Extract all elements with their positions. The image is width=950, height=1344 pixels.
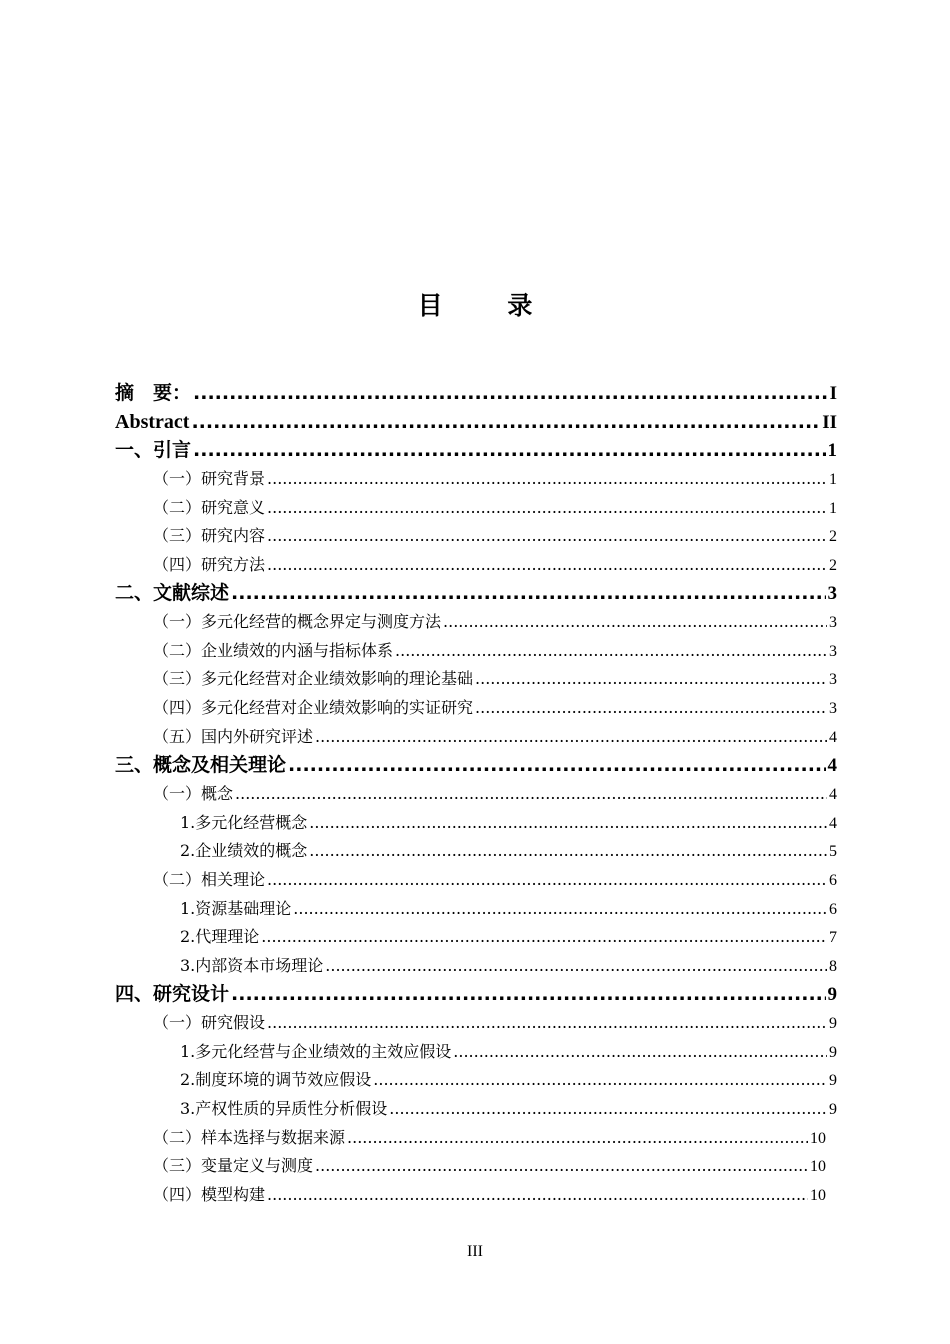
toc-entry-label: （二）样本选择与数据来源 — [153, 1127, 346, 1147]
toc-entry[interactable] — [115, 895, 837, 924]
toc-entry-page: 3 — [829, 642, 837, 660]
toc-entry[interactable] — [115, 1066, 837, 1095]
toc-leader-dots — [325, 952, 827, 981]
toc-entry-label: （五）国内外研究评述 — [153, 726, 314, 746]
toc-entry-page: 3 — [829, 614, 837, 632]
toc-entry-page: 5 — [829, 843, 837, 861]
toc-entry-page: 9 — [827, 984, 837, 1006]
toc-leader-dots — [395, 637, 827, 666]
toc-entry-page: 10 — [810, 1186, 826, 1204]
toc-entry-label: （二）研究意义 — [153, 497, 266, 517]
toc-leader-dots — [231, 980, 825, 1009]
toc-entry[interactable] — [115, 780, 837, 809]
toc-entry[interactable] — [115, 809, 837, 838]
toc-leader-dots — [267, 866, 827, 895]
toc-entry-label: 1.多元化经营概念 — [180, 812, 308, 832]
toc-entry-label: （一）研究背景 — [153, 468, 266, 488]
toc-entry[interactable] — [115, 1095, 837, 1124]
toc-entry-label: （三）多元化经营对企业绩效影响的理论基础 — [153, 669, 474, 689]
toc-leader-dots — [475, 665, 827, 694]
toc-entry-page: 6 — [829, 871, 837, 889]
toc-entry[interactable] — [115, 465, 837, 494]
toc-entry-page: 9 — [829, 1043, 837, 1061]
toc-leader-dots — [267, 465, 827, 494]
toc-entry[interactable] — [115, 866, 837, 895]
toc-leader-dots — [309, 837, 827, 866]
toc-entry[interactable] — [115, 923, 837, 952]
toc-entry-label: Abstract — [115, 410, 190, 433]
toc-entry[interactable] — [115, 694, 837, 723]
toc-entry-label: （三）研究内容 — [153, 526, 266, 546]
toc-leader-dots — [475, 694, 827, 723]
toc-entry[interactable] — [115, 637, 837, 666]
toc-entry-page: 7 — [829, 929, 837, 947]
toc-entry-label: 三、概念及相关理论 — [115, 754, 287, 777]
toc-leader-dots — [373, 1066, 827, 1095]
toc-leader-dots — [288, 751, 825, 780]
toc-entry-page: 3 — [829, 671, 837, 689]
toc-entry-page: 4 — [827, 755, 837, 777]
toc-entry-label: 1.资源基础理论 — [180, 898, 292, 918]
toc-entry[interactable] — [115, 1038, 837, 1067]
toc-entry[interactable] — [115, 1124, 826, 1153]
toc-entry-page: 4 — [829, 728, 837, 746]
toc-entry-page: 9 — [829, 1101, 837, 1119]
toc-leader-dots — [193, 436, 825, 465]
toc-entry[interactable] — [115, 1009, 837, 1038]
toc-entry-label: 一、引言 — [115, 439, 192, 462]
toc-entry-page: 9 — [829, 1015, 837, 1033]
toc-entry-label: （四）研究方法 — [153, 554, 266, 574]
toc-entry[interactable] — [115, 1181, 826, 1210]
toc-entry[interactable] — [115, 579, 837, 608]
toc-entry[interactable] — [115, 665, 837, 694]
toc-entry-label: 2.代理理论 — [180, 927, 260, 947]
toc-entry-page: 3 — [829, 700, 837, 718]
toc-entry-page: 9 — [829, 1072, 837, 1090]
page-number: III — [467, 1243, 483, 1260]
toc-leader-dots — [293, 895, 827, 924]
toc-entry[interactable] — [115, 551, 837, 580]
toc-entry-page: I — [829, 383, 837, 404]
toc-entry-label: （二）相关理论 — [153, 869, 266, 889]
toc-leader-dots — [315, 723, 827, 752]
toc-leader-dots — [443, 608, 827, 637]
toc-leader-dots — [267, 551, 827, 580]
toc-leader-dots — [347, 1124, 808, 1153]
toc-entry[interactable] — [115, 952, 837, 981]
toc-leader-dots — [315, 1152, 808, 1181]
toc-entry-label: 3.产权性质的异质性分析假设 — [180, 1099, 388, 1119]
toc-leader-dots — [389, 1095, 827, 1124]
toc-entry[interactable] — [115, 408, 837, 437]
toc-entry[interactable] — [115, 608, 837, 637]
toc-entry-page: 1 — [827, 440, 837, 462]
toc-entry-page: 6 — [829, 900, 837, 918]
toc-entry[interactable] — [115, 1152, 826, 1181]
toc-entry-page: II — [822, 411, 837, 433]
toc-leader-dots — [235, 780, 827, 809]
toc-entry-label: 1.多元化经营与企业绩效的主效应假设 — [180, 1041, 452, 1061]
toc-entry-label: 2.制度环境的调节效应假设 — [180, 1070, 372, 1090]
toc-entry[interactable] — [115, 723, 837, 752]
toc-entry-page: 4 — [829, 785, 837, 803]
toc-leader-dots — [453, 1038, 827, 1067]
table-of-contents — [115, 379, 837, 1210]
toc-entry[interactable] — [115, 980, 837, 1009]
toc-entry-label: （四）模型构建 — [153, 1184, 266, 1204]
toc-entry[interactable] — [115, 379, 837, 408]
toc-leader-dots — [267, 1181, 808, 1210]
toc-entry[interactable] — [115, 522, 837, 551]
toc-leader-dots — [191, 408, 820, 437]
toc-entry-page: 3 — [827, 583, 837, 605]
toc-entry-label: 四、研究设计 — [115, 983, 230, 1006]
toc-leader-dots — [261, 923, 827, 952]
toc-entry-label: 3.内部资本市场理论 — [180, 955, 324, 975]
toc-entry-label: （一）概念 — [153, 783, 234, 803]
toc-leader-dots — [267, 522, 827, 551]
toc-entry-label: 2.企业绩效的概念 — [180, 841, 308, 861]
toc-entry-label: 二、文献综述 — [115, 582, 230, 605]
toc-entry-page: 4 — [829, 814, 837, 832]
toc-entry-page: 1 — [829, 470, 837, 488]
toc-entry-label: （二）企业绩效的内涵与指标体系 — [153, 640, 394, 660]
toc-entry-label: （三）变量定义与测度 — [153, 1156, 314, 1176]
toc-leader-dots — [309, 809, 827, 838]
toc-leader-dots — [267, 494, 827, 523]
page-title: 目 录 — [417, 291, 561, 320]
toc-entry-page: 2 — [829, 556, 837, 574]
toc-leader-dots — [267, 1009, 827, 1038]
toc-entry-label: 摘 要： — [115, 382, 192, 404]
toc-entry-page: 2 — [829, 528, 837, 546]
toc-entry-label: （一）多元化经营的概念界定与测度方法 — [153, 612, 442, 632]
toc-entry-page: 8 — [829, 957, 837, 975]
toc-entry-page: 10 — [810, 1158, 826, 1176]
toc-entry-label: （一）研究假设 — [153, 1013, 266, 1033]
toc-entry[interactable] — [115, 837, 837, 866]
toc-entry[interactable] — [115, 751, 837, 780]
toc-entry-label: （四）多元化经营对企业绩效影响的实证研究 — [153, 698, 474, 718]
toc-entry-page: 10 — [810, 1129, 826, 1147]
toc-leader-dots — [231, 579, 825, 608]
toc-entry-page: 1 — [829, 499, 837, 517]
toc-leader-dots — [193, 379, 828, 408]
toc-entry[interactable] — [115, 436, 837, 465]
toc-entry[interactable] — [115, 494, 837, 523]
